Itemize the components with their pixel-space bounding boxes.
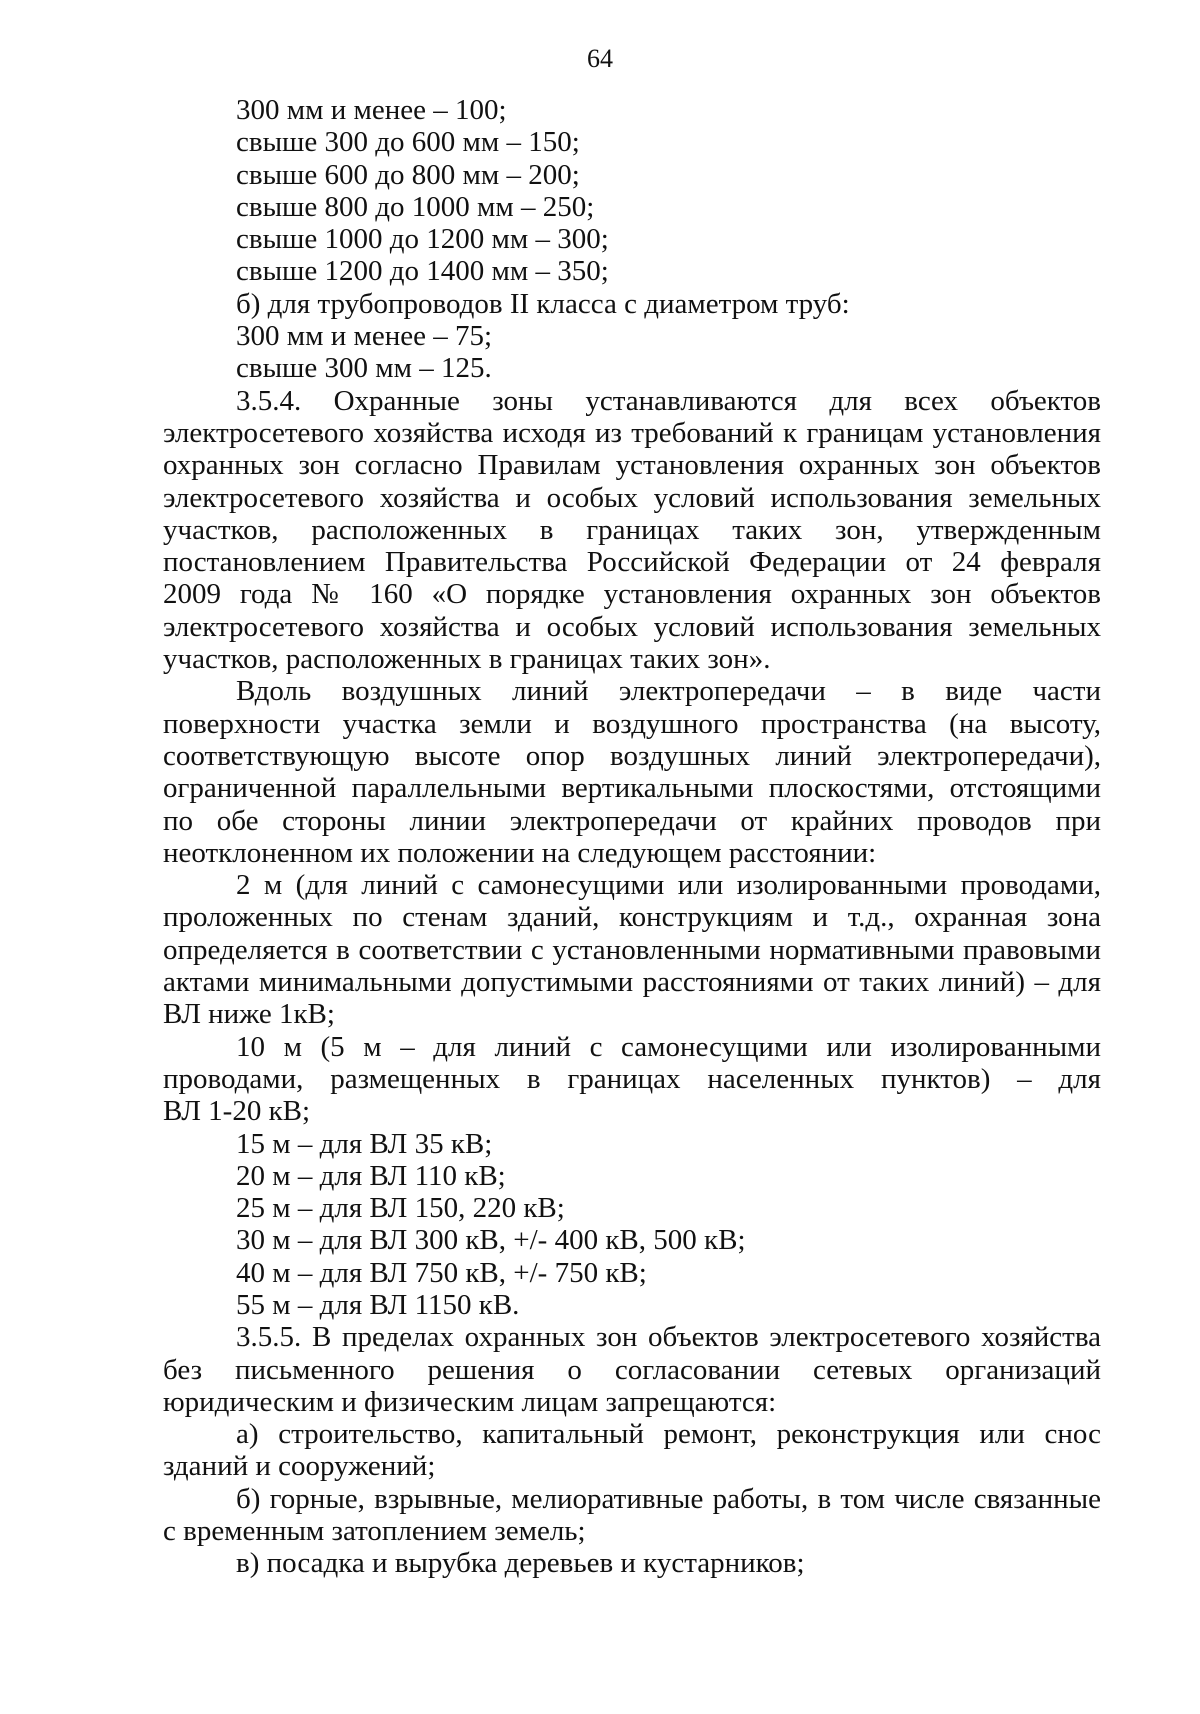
- text-line: 55 м – для ВЛ 1150 кВ.: [236, 1288, 520, 1321]
- text-line: охранных зон согласно Правилам установления охранных зон объектов: [163, 449, 1101, 482]
- text-line: свыше 800 до 1000 мм – 250;: [236, 190, 595, 223]
- text-line: свыше 300 до 600 мм – 150;: [236, 126, 580, 159]
- text-line: электросетевого хозяйства и особых условий использования земельных: [163, 481, 1101, 514]
- text-line: Вдоль воздушных линий электропередачи – в виде части: [236, 675, 1101, 708]
- text-line: юридическим и физическим лицам запрещаются:: [163, 1385, 777, 1418]
- text-line: 300 мм и менее – 75;: [236, 320, 493, 353]
- text-line: с временным затоплением земель;: [163, 1515, 586, 1548]
- text-line: участков, расположенных в границах таких зон, утвержденным: [163, 513, 1101, 546]
- text-line: свыше 1200 до 1400 мм – 350;: [236, 255, 609, 288]
- text-line: электросетевого хозяйства исходя из требований к границам установления: [163, 416, 1101, 449]
- text-line: а) строительство, капитальный ремонт, реконструкция или снос: [236, 1418, 1101, 1451]
- text-line: участков, расположенных в границах таких зон».: [163, 643, 771, 676]
- text-line: электросетевого хозяйства и особых условий использования земельных: [163, 610, 1101, 643]
- text-line: ВЛ 1-20 кВ;: [163, 1095, 311, 1128]
- text-line: свыше 300 мм – 125.: [236, 352, 492, 385]
- text-line: б) горные, взрывные, мелиоративные работы, в том числе связанные: [236, 1482, 1101, 1515]
- text-line: определяется в соответствии с установленными нормативными правовыми: [163, 933, 1101, 966]
- text-line: 3.5.4. Охранные зоны устанавливаются для всех объектов: [236, 384, 1101, 417]
- text-line: проложенных по стенам зданий, конструкциям и т.д., охранная зона: [163, 901, 1101, 934]
- text-line: 20 м – для ВЛ 110 кВ;: [236, 1159, 506, 1192]
- text-line: поверхности участка земли и воздушного пространства (на высоту,: [163, 707, 1101, 740]
- text-line: неотклоненном их положении на следующем расстоянии:: [163, 836, 877, 869]
- text-line: 300 мм и менее – 100;: [236, 94, 507, 126]
- text-line: 15 м – для ВЛ 35 кВ;: [236, 1127, 493, 1160]
- text-line: 2 м (для линий с самонесущими или изолированными проводами,: [236, 869, 1101, 902]
- text-line: б) для трубопроводов II класса с диаметром труб:: [236, 287, 850, 320]
- text-line: актами минимальными допустимыми расстояниями от таких линий) – для: [163, 966, 1101, 999]
- text-line: в) посадка и вырубка деревьев и кустарников;: [236, 1547, 805, 1580]
- text-line: без письменного решения о согласовании сетевых организаций: [163, 1353, 1101, 1386]
- text-line: по обе стороны линии электропередачи от крайних проводов при: [163, 804, 1101, 837]
- text-line: ВЛ ниже 1кВ;: [163, 998, 335, 1031]
- text-line: 10 м (5 м – для линий с самонесущими или изолированными: [236, 1030, 1101, 1063]
- text-line: постановлением Правительства Российской Федерации от 24 февраля: [163, 546, 1101, 579]
- text-line: 2009 года № 160 «О порядке установления охранных зон объектов: [163, 578, 1101, 611]
- text-line: свыше 600 до 800 мм – 200;: [236, 158, 580, 191]
- document-body: [163, 94, 1101, 1580]
- page-number: 64: [587, 44, 613, 73]
- text-line: проводами, размещенных в границах населенных пунктов) – для: [163, 1062, 1101, 1095]
- text-line: зданий и сооружений;: [163, 1450, 436, 1483]
- text-line: 30 м – для ВЛ 300 кВ, +/- 400 кВ, 500 кВ;: [236, 1224, 746, 1257]
- text-line: свыше 1000 до 1200 мм – 300;: [236, 223, 609, 256]
- text-line: 25 м – для ВЛ 150, 220 кВ;: [236, 1192, 565, 1225]
- text-line: ограниченной параллельными вертикальными плоскостями, отстоящими: [163, 772, 1101, 805]
- text-line: 40 м – для ВЛ 750 кВ, +/- 750 кВ;: [236, 1256, 647, 1289]
- text-line: соответствующую высоте опор воздушных линий электропередачи),: [163, 739, 1101, 772]
- text-line: 3.5.5. В пределах охранных зон объектов электросетевого хозяйства: [236, 1321, 1101, 1354]
